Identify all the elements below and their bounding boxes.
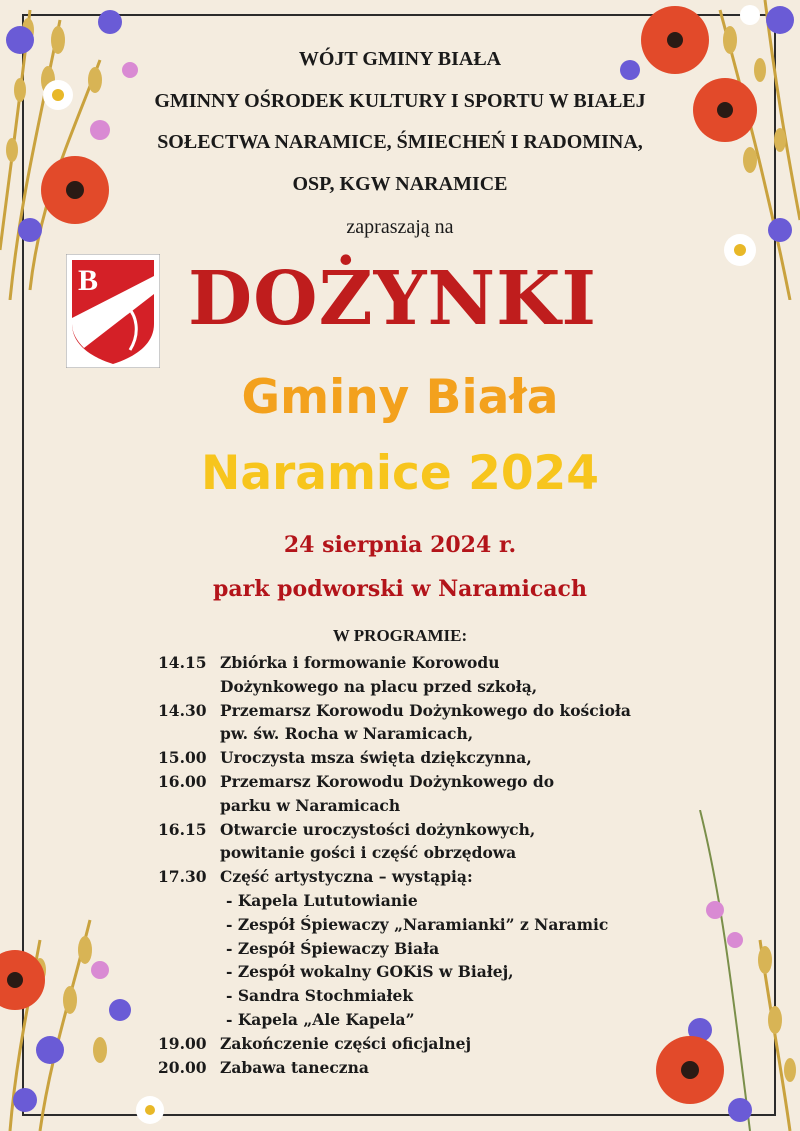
organizer-line: SOŁECTWA NARAMICE, ŚMIECHEŃ I RADOMINA,	[157, 131, 643, 153]
performer-item: - Zespół Śpiewaczy „Naramianki” z Naramic	[226, 914, 609, 934]
program-time: 14.15	[158, 653, 207, 672]
program-text: Uroczysta msza święta dziękczynna,	[220, 748, 532, 768]
subtitle-gmina: Gminy Biała	[241, 370, 559, 425]
program-time: 14.30	[158, 700, 207, 720]
performer-item: - Kapela „Ale Kapela”	[226, 1009, 415, 1029]
program-item	[158, 1032, 718, 1056]
flower-decoration-bottom-left-icon	[0, 880, 180, 1131]
program-item	[158, 1056, 718, 1080]
main-title: DOŻYNKI	[188, 256, 598, 342]
performer-item: - Sandra Stochmiałek	[226, 986, 414, 1006]
program-item	[158, 746, 718, 770]
program-text: Część artystyczna – wystąpią:	[220, 867, 473, 887]
subtitle-naramice: Naramice 2024	[201, 446, 599, 501]
program-item	[158, 865, 718, 889]
crest-letter: B	[78, 264, 99, 297]
program-list	[158, 651, 718, 1079]
program-item	[158, 818, 718, 842]
program-text: Zabawa taneczna	[220, 1057, 369, 1077]
organizer-line: WÓJT GMINY BIAŁA	[298, 48, 502, 70]
organizer-line: GMINNY OŚRODEK KULTURY I SPORTU W BIAŁEJ	[154, 90, 646, 112]
performer-item: - Zespół wokalny GOKiS w Białej,	[226, 962, 514, 982]
event-date: 24 sierpnia 2024 r.	[283, 532, 517, 558]
program-text: Zbiórka i formowanie Korowodu	[220, 653, 500, 672]
organizer-line: OSP, KGW NARAMICE	[292, 173, 508, 195]
gmina-biala-crest-icon	[66, 254, 160, 368]
event-place: park podworski w Naramicach	[213, 576, 587, 602]
program-time: 19.00	[158, 1033, 207, 1053]
program-time: 15.00	[158, 748, 207, 768]
performer-item: - Zespół Śpiewaczy Biała	[226, 938, 440, 958]
program-time: 20.00	[158, 1057, 207, 1077]
program-time: 16.15	[158, 819, 207, 839]
program-time: 17.30	[158, 867, 207, 887]
invite-text: zapraszają na	[346, 216, 454, 238]
program-item	[158, 770, 718, 794]
program-item	[158, 651, 718, 675]
program-heading: W PROGRAMIE:	[332, 626, 468, 645]
program-item-continuation: Dożynkowego na placu przed szkołą,	[220, 676, 538, 696]
program-time: 16.00	[158, 771, 207, 791]
program-item-continuation: powitanie gości i część obrzędowa	[220, 843, 517, 863]
program-text: Przemarsz Korowodu Dożynkowego do kościoła	[220, 700, 631, 720]
program-item-continuation: parku w Naramicach	[220, 795, 401, 815]
performer-item: - Kapela Lututowianie	[226, 890, 418, 910]
program-text: Przemarsz Korowodu Dożynkowego do	[220, 771, 555, 791]
program-text: Otwarcie uroczystości dożynkowych,	[220, 819, 536, 839]
program-item	[158, 699, 718, 723]
program-item-continuation: pw. św. Rocha w Naramicach,	[220, 724, 474, 744]
program-text: Zakończenie części oficjalnej	[220, 1033, 472, 1053]
